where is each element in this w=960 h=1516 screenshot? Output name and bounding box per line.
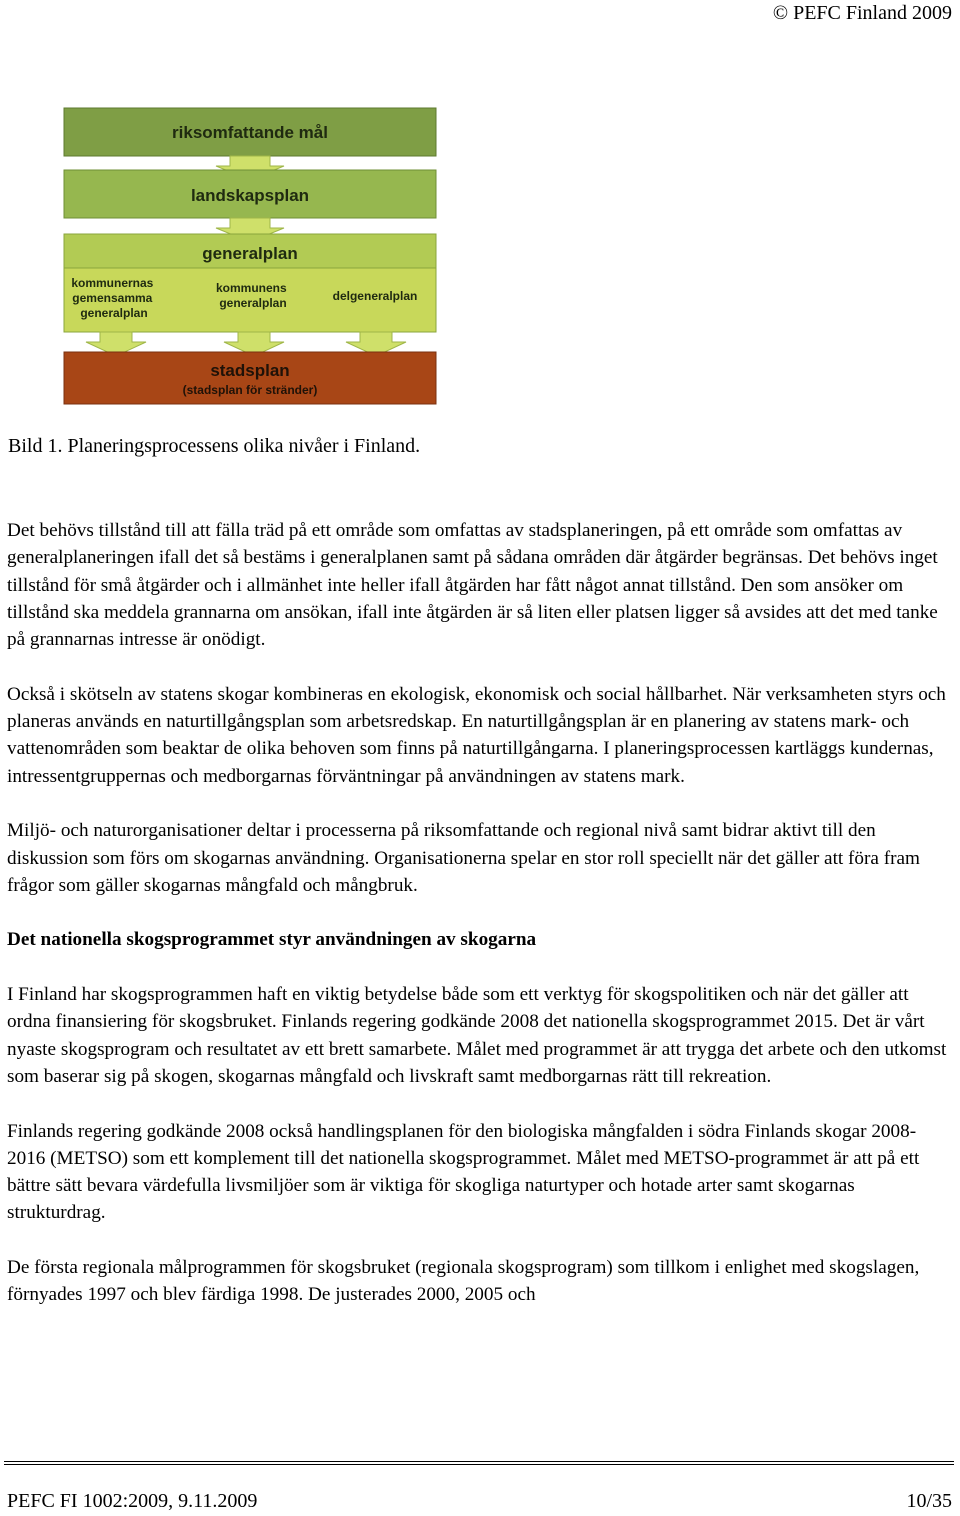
figure-caption: Bild 1. Planeringsprocessens olika nivåer i Finland. — [8, 435, 421, 457]
paragraph: De första regionala målprogrammen för skogsbruket (regionala skogsprogram) som tillkom i enlighet med skogslagen, förnyades 1997 och blev färdiga 1998. De justerades 2000, 2005 och — [7, 1257, 920, 1306]
body-text — [7, 517, 951, 1336]
paragraph: Det behövs tillstånd till att fälla träd på ett område som omfattas av stadsplaneringen, på ett område som omfattas av generalplaneringen ifall det så bestäms i generalplanen samt på sådana områden där åtgärder begränsas. Det behövs inget tillstånd för små åtgärder och i allmänhet inte heller ifall åtgärden har fått något annat tillstånd. Den som ansöker om tillstånd ska meddela grannarna om ansökan, ifall inte åtgärden är så liten eller platsen ligger så avsides att det med tanke på grannarnas intresse är onödigt. — [7, 520, 938, 651]
level-stadsplan-note: (stadsplan för stränder) — [182, 383, 318, 397]
footer-doc-id: PEFC FI 1002:2009, 9.11.2009 — [7, 1490, 258, 1512]
paragraph: I Finland har skogsprogrammen haft en viktig betydelse både som ett verktyg för skogspolitiken och när det gäller att ordna finansiering för skogsbruket. Finlands regering godkände 2008 det nationella skogsprogrammet 2015. Det är vårt nyaste skogsprogram och resultatet av ett brett samarbete. Målet med programmet är att trygga det arbete och den utkomst som baserar sig på skogen, skogarnas mångfald och livskraft samt medborgarnas rätt till rekreation. — [7, 984, 947, 1087]
paragraph: Finlands regering godkände 2008 också handlingsplanen för den biologiska mångfalden i södra Finlands skogar 2008-2016 (METSO) som ett komplement till det nationella skogsprogrammet. Målet med METSO-programmet är att på ett bättre sätt bevara värdefulla livsmiljöer som är viktiga för skogliga naturtyper och hotade arter samt skogarnas strukturdrag. — [7, 1120, 920, 1224]
section-heading: Det nationella skogsprogrammet styr användningen av skogarna — [7, 929, 537, 951]
planning-diagram — [62, 104, 440, 406]
level-stadsplan-label: stadsplan — [210, 361, 290, 380]
level-riksomfattande-label: riksomfattande mål — [172, 123, 328, 142]
level-landskapsplan-label: landskapsplan — [190, 186, 310, 205]
sub-middle-label: kommunens generalplan — [215, 281, 287, 310]
level-generalplan-label: generalplan — [202, 244, 298, 263]
planning-levels-figure — [62, 104, 440, 406]
sub-left-label: kommunernas gemensamma generalplan — [71, 276, 154, 320]
footer-page-number: 10/35 — [906, 1490, 952, 1512]
paragraph: Också i skötseln av statens skogar kombineras en ekologisk, ekonomisk och social hållbarhet. När verksamheten styrs och planeras används en naturtillgångsplan som arbetsredskap. En naturtillgångsplan är en planering av statens mark- och vattenområden som beaktar de olika behoven som finns på naturtillgångarna. I planeringsprocessen kartläggs kundernas, intressentgruppernas och medborgarnas förväntningar på användningen av statens mark. — [7, 683, 946, 787]
sub-right-label: delgeneralplan — [332, 289, 418, 303]
footer-divider — [4, 1461, 954, 1462]
footer-divider — [4, 1464, 954, 1465]
paragraph: Miljö- och naturorganisationer deltar i processerna på riksomfattande och regional nivå samt bidrar aktivt till den diskussion som förs om skogarnas användning. Organisationerna spelar en stor roll speciellt när det gäller att föra fram frågor som gäller skogarnas mångfald och mångbruk. — [7, 820, 920, 896]
header-copyright: © PEFC Finland 2009 — [772, 2, 952, 24]
